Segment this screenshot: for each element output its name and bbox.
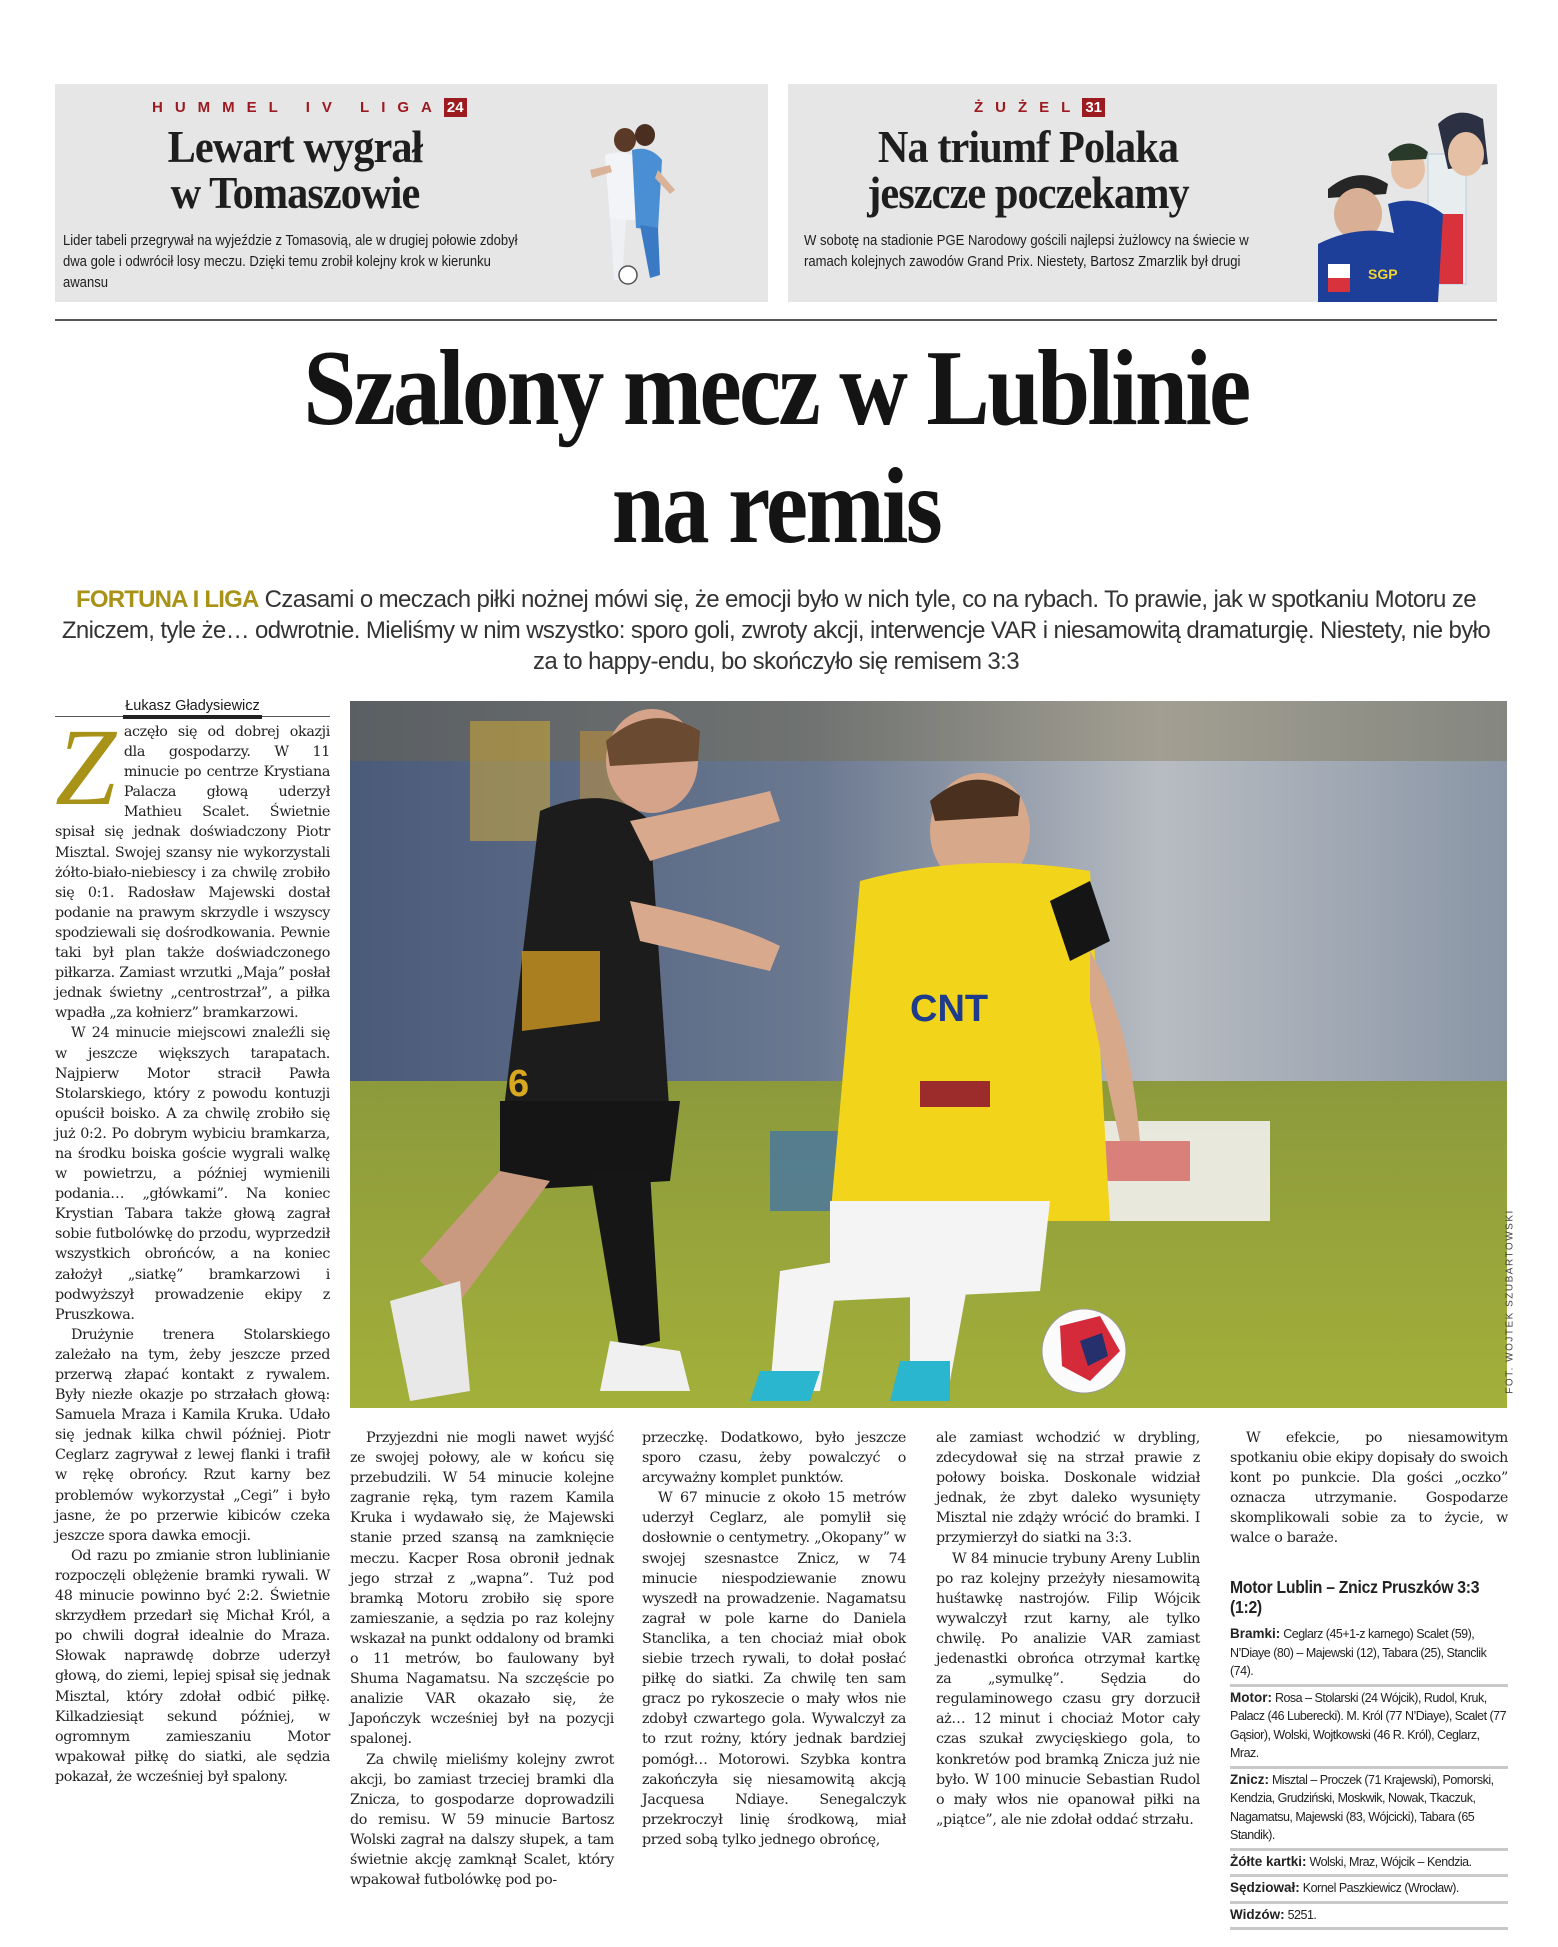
paragraph: W 67 minucie z około 15 metrów uderzył Ceglarz, ale pomylił się dosłownie o centymetry. „Okopany” w swojej szesnastce Znicz, w 74 minucie niespodziewanie znowu wyszedł na prowadzenie. Nagamatsu zagrał w pole karne do Daniela Stanclika, a ten chociaż miał obok siebie trzech rywali, to dołał posłać piłkę do siatki. Za chwilę ten sam gracz po rykoszecie o mały włos nie zdobył czwartego gola. Wywalczył za to rzut rożny, który jednak bardziej pomógł… Motorowi. Szybka kontra zakończyła się niesamowitą akcją Jacquesa Ndiaye. Senegalczyk przekroczył linię środkową, miał przed sobą tylko jednego obrońcę, [642,1490,906,1848]
paragraph: W efekcie, po niesamowitym spotkaniu obie ekipy dopisały do swoich kont po punkcie. Dla gości „oczko” oznacza utrzymanie. Gospodarze skomplikowali sobie za to życie, w walce o baraże. [1230,1430,1508,1547]
teaser-hummel-iv-liga[interactable] [55,84,768,302]
author-name: Łukasz Gładysiewicz [123,697,262,719]
article-lede [55,584,1497,677]
photo-credit: FOT. WOJTEK SZUBARTOWSKI [1504,1209,1516,1394]
paragraph: Za chwilę mieliśmy kolejny zwrot akcji, bo zamiast trzeciej bramki dla Znicza, to gospodarze doprowadzili do remisu. W 59 minucie Bartosz Wolski zagrał na dalszy słupek, a tam świetnie akcję zamknął Scalet, który wpakował futbolówkę pod po- [350,1751,614,1889]
article-column-3 [642,1428,906,1850]
teaser-kicker: ŻUŻEL 31 [974,98,1105,117]
teaser-title: Lewart wygrał w Tomaszowie [167,121,423,218]
match-photo [350,701,1507,1408]
category-label: FORTUNA I LIGA [75,586,259,613]
page-number-badge: 31 [1082,98,1105,117]
paragraph: Zaczęło się od dobrej okazji dla gospodarzy. W 11 minucie po centrze Krystiana Palacza głową uderzył Mathieu Scalet. Świetnie spisał się jednak doświadczony Piotr Misztal. Swojej szansy nie wykorzystali żółto-biało-niebiescy i za chwilę zrobiło się 0:1. Radosław Majewski dostał podanie na prawym skrzydle i wszyscy spodziewali się dośrodkowania. Pewnie taki był plan także doświadczonego piłkarza. Zamiast wrzutki „Maja” posłał jednak świetny „centrostrzał”, a piłka wpadła „za kołnierz” bramkarzowi. [55,706,330,1022]
attendance-row: Widzów: 5251. [1230,1904,1508,1931]
paragraph: Przyjezdni nie mogli nawet wyjść ze swojej połowy, ale w końcu się przebudzili. W 54 minucie kolejne zagranie ręką, tym razem Kamila Kruka i wydawało się, że Majewski stanie przed szansą na zamknięcie meczu. Kacper Rosa obronił jednak jego strzał z „wapna”. Tuż pod bramką Motoru zrobiło się spore zamieszanie, a sędzia po raz kolejny wskazał na punkt oddalony od bramki o 11 metrów, bo faulowany był Shuma Nagamatsu. Na szczęście po analizie VAR okazało się, że Japończyk wcześniej był na pozycji spalonej. [350,1430,614,1748]
paragraph: Drużynie trenera Stolarskiego zależało na tym, żeby jeszcze przed przerwą złapać kontakt z rywalem. Były niezłe okazje po strzałach głową: Samuela Mraza i Kamila Kruka. Udało się jednak kilka chwil później. Piotr Ceglarz zagrywał z lewej flanki i trafił w rękę obrońcy. Rzut karny bez problemów wykorzystał „Cegi” i było jasne, że po przerwie kibiców czeka jeszcze spora dawka emocji. [55,1326,330,1544]
match-result-title: Motor Lublin – Znicz Pruszków 3:3 (1:2) [1230,1577,1480,1617]
svg-text:6: 6 [508,1063,530,1105]
football-players-image [570,110,695,290]
znicz-lineup-row: Znicz: Misztal – Proczek (71 Krajewski), Pomorski, Kendzia, Grudziński, Moskwik, Nowak, Tkaczuk, Nagamatsu, Majewski (83, Wójcicki), Tabara (65 Standik). [1230,1769,1508,1851]
speedway-riders-image [1318,94,1497,302]
yellow-cards-row: Żółte kartki: Wolski, Mraz, Wójcik – Kendzia. [1230,1851,1508,1878]
teaser-text: W sobotę na stadionie PGE Narodowy gościli najlepsi żużlowcy na świecie w ramach kolejnych zawodów Grand Prix. Niestety, Bartosz Zmarzlik był drugi [804,233,1249,270]
paragraph: W 84 minucie trybuny Areny Lublin po raz kolejny przeżyły niesamowitą huśtawkę nastrojów. Filip Wójcik wywalczył rzut karny, ale tylko chwilę. Po analizie VAR zamiast jedenastki obrońca otrzymał kartkę za „symulkę”. Sędzia do regulaminowego czasu gry dorzucił aż… 12 minut i chociaż Motor cały czas szukał zwycięskiego gola, to konkretów pod bramką Znicza już nie było. W 100 minucie Sebastian Rudol o mały włos nie opanował piłki na „piątce”, ale nie zdołał oddać strzału. [936,1550,1200,1828]
paragraph: W 24 minucie miejscowi znaleźli się w jeszcze większych tarapatach. Najpierw Motor stracił Pawła Stolarskiego, który z powodu kontuzji opuścił boisko. A za chwilę zrobiło się już 0:2. Po dobrym wybiciu bramkarza, na środku boiska goście wygrali walkę w powietrzu, a później wymienili podania… „główkami”. Na koniec Krystian Tabara także głową zagrał sobie futbolówkę do przodu, wyprzedził wszystkich obrońców, a na koniec założył „siatkę” bramkarzowi i podwyższył prowadzenie ekipy z Pruszkowa. [55,1025,330,1323]
teaser-zuzel[interactable] [788,84,1497,302]
referee-row: Sędziował: Kornel Paszkiewicz (Wrocław). [1230,1877,1508,1904]
article-column-5 [1230,1428,1508,1549]
article-column-2 [350,1428,614,1890]
lede-text: Czasami o meczach piłki nożnej mówi się, że emocji było w nich tyle, co na rybach. To prawie, jak w spotkaniu Motoru ze Zniczem, tyle że… odwrotnie. Mieliśmy w nim wszystko: sporo goli, zwroty akcji, interwencje VAR i niesamowitą dramaturgię. Niestety, nie było za to happy-endu, bo skończyło się remisem 3:3 [61,586,1491,675]
article-headline: Szalony mecz w Lublinie na remis [303,329,1249,566]
drop-cap: Z [55,706,116,828]
teaser-title: Na triumf Polaka jeszcze poczekamy [867,121,1189,218]
paragraph: przeczkę. Dodatkowo, było jeszcze sporo czasu, żeby powalczyć o arcyważny komplet punktów. [642,1430,906,1487]
teaser-kicker: HUMMEL IV LIGA 24 [152,98,467,117]
svg-text:SGP: SGP [1368,266,1398,282]
paragraph: ale zamiast wchodzić w drybling, zdecydował się na strzał prawie z połowy boiska. Doskonale widział jednak, że zbyt daleko wysunięty Misztal nie zdąży wrócić do bramki. I przymierzył do siatki na 3:3. [936,1430,1200,1547]
article-column-4 [936,1428,1200,1830]
goals-row: Bramki: Ceglarz (45+1-z karnego) Scalet (59), N’Diaye (80) – Majewski (12), Tabara (25), Stanclik (74). [1230,1623,1508,1687]
section-divider [55,319,1497,321]
page-number-badge: 24 [444,98,467,117]
motor-lineup-row: Motor: Rosa – Stolarski (24 Wójcik), Rudol, Kruk, Palacz (46 Luberecki). M. Król (77 N’Diaye), Scalet (77 Gąsior), Wolski, Wojtkowski (46 R. Król), Ceglarz, Mraz. [1230,1687,1508,1769]
teaser-text: Lider tabeli przegrywał na wyjeździe z Tomasovią, ale w drugiej połowie zdobył dwa gole i odwrócił losy meczu. Dzięki temu zrobił kolejny krok w kierunku awansu [63,233,518,291]
svg-text:CNT: CNT [910,988,989,1030]
paragraph: Od razu po zmianie stron lublinianie rozpoczęli oblężenie bramki rywali. W 48 minucie powinno być 2:2. Świetnie skrzydłem przedarł się Michał Król, a po chwili dograł idealnie do Mraza. Słowak naprawdę dobrze uderzył głową, do ziemi, lepiej spisał się jednak Misztal, który zdołał odbić piłkę. Kilkadziesiąt sekund później, w ogromnym zamieszaniu Motor wpakował piłkę do siatki, ale sędzia pokazał, że wcześniej był spalony. [55,1547,330,1785]
match-summary-box [1230,1577,1508,1930]
